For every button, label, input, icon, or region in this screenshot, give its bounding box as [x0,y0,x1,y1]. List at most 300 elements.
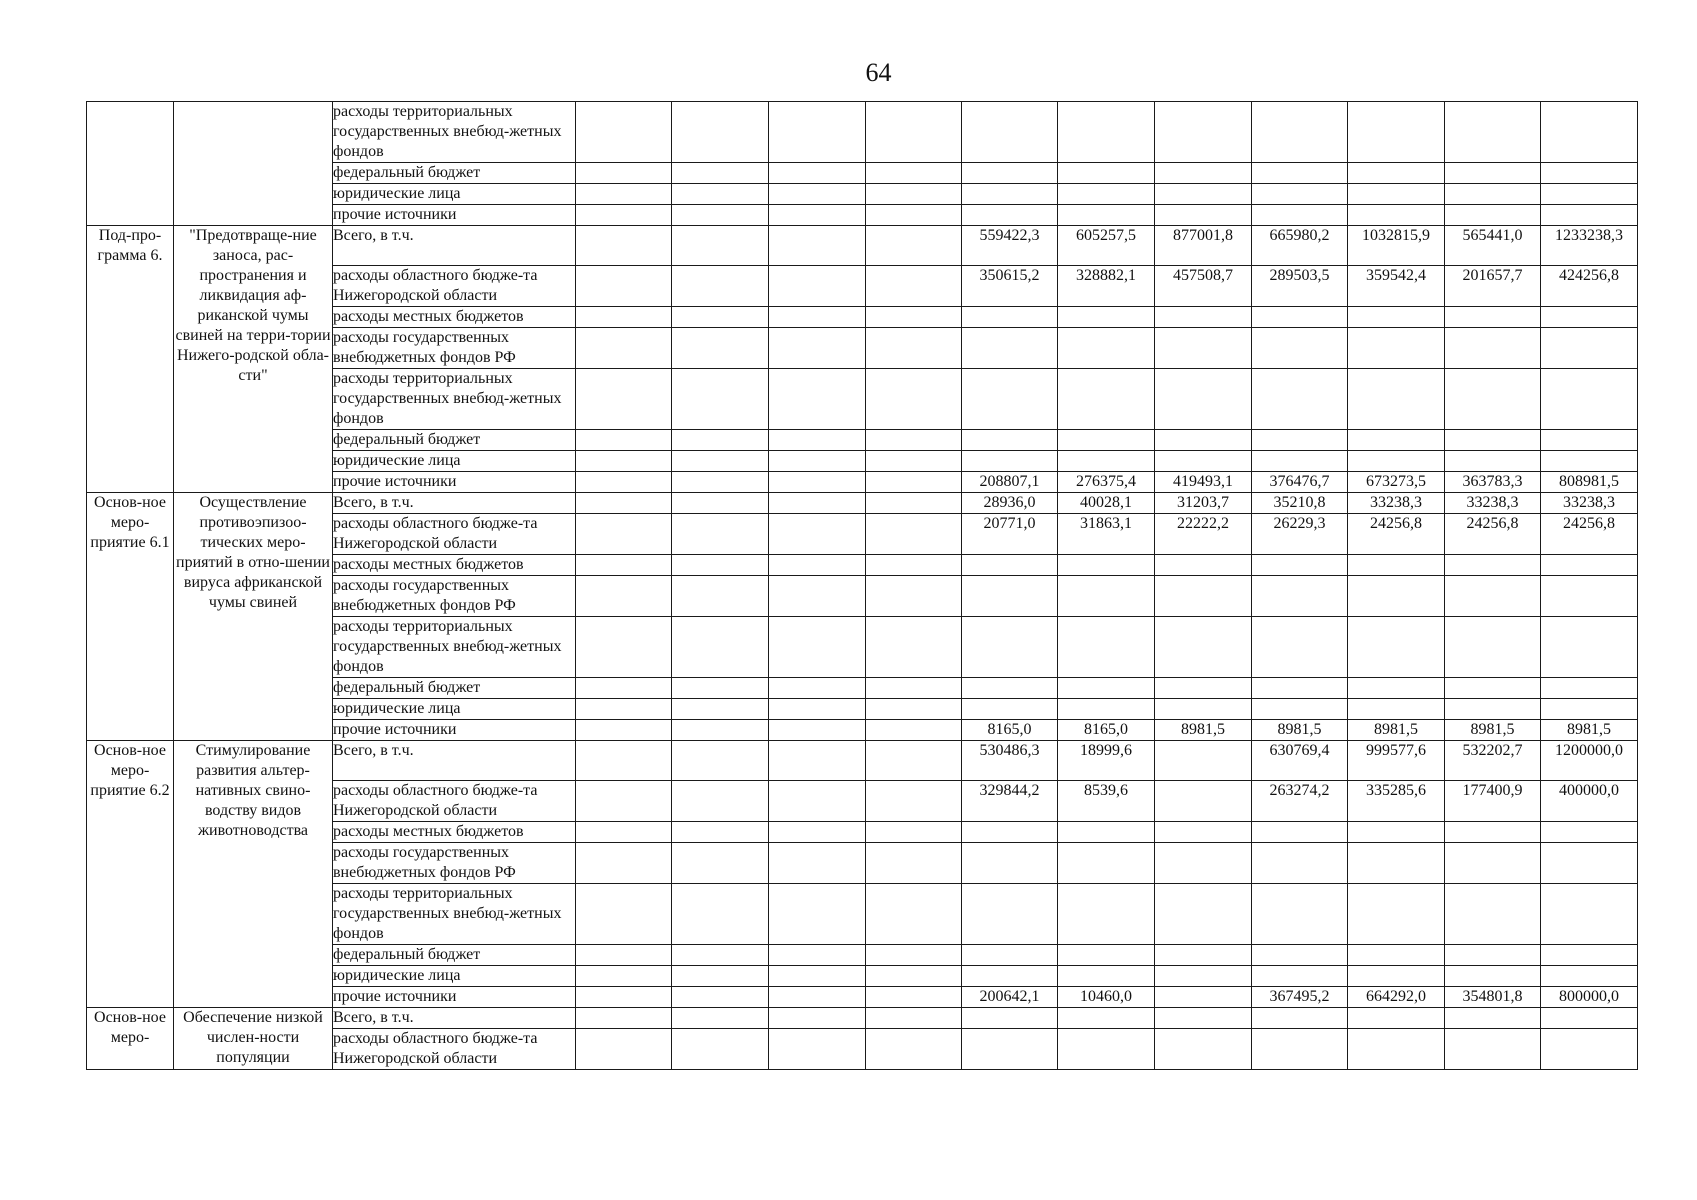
funding-source-cell: расходы территориальных государственных внебюд-жетных фондов [333,617,576,678]
value-cell: 33238,3 [1348,493,1445,514]
value-cell: 1032815,9 [1348,226,1445,266]
value-cell [672,163,769,184]
value-cell [672,205,769,226]
value-cell [1155,1008,1252,1029]
value-cell [576,884,672,945]
value-cell [1445,945,1541,966]
funding-source-cell: Всего, в т.ч. [333,1008,576,1029]
value-cell [769,163,866,184]
value-cell [1155,328,1252,369]
value-cell: 276375,4 [1058,472,1155,493]
value-cell [1445,1029,1541,1070]
funding-source-cell: расходы областного бюдже-та Нижегородской области [333,781,576,822]
value-cell [672,781,769,822]
value-cell [672,822,769,843]
value-cell [769,555,866,576]
value-cell [866,822,962,843]
value-cell [769,987,866,1008]
value-cell [1541,884,1638,945]
value-cell [1541,369,1638,430]
value-cell: 630769,4 [1252,741,1348,781]
funding-source-cell: расходы государственных внебюджетных фондов РФ [333,843,576,884]
value-cell: 18999,6 [1058,741,1155,781]
value-cell [1541,822,1638,843]
value-cell [1058,430,1155,451]
value-cell [769,884,866,945]
funding-source-cell: Всего, в т.ч. [333,226,576,266]
value-cell [672,102,769,163]
value-cell [866,369,962,430]
value-cell [1155,678,1252,699]
value-cell [1058,369,1155,430]
value-cell [962,451,1058,472]
value-cell [1348,328,1445,369]
value-cell [769,514,866,555]
table-row [87,493,1638,514]
value-cell [1155,163,1252,184]
value-cell: 20771,0 [962,514,1058,555]
program-code-cell: Основ-ное меро-приятие 6.2 [87,741,174,1008]
value-cell [1348,205,1445,226]
value-cell [866,1029,962,1070]
value-cell [1348,884,1445,945]
value-cell [866,328,962,369]
value-cell [576,822,672,843]
value-cell [866,843,962,884]
program-name-cell [174,102,333,226]
value-cell: 328882,1 [1058,266,1155,307]
value-cell [672,266,769,307]
value-cell [1058,163,1155,184]
value-cell [1348,369,1445,430]
value-cell [576,472,672,493]
value-cell: 8981,5 [1348,720,1445,741]
funding-source-cell: расходы областного бюдже-та Нижегородской области [333,266,576,307]
value-cell [866,555,962,576]
funding-source-cell: расходы местных бюджетов [333,307,576,328]
value-cell [1252,328,1348,369]
value-cell [576,369,672,430]
value-cell: 376476,7 [1252,472,1348,493]
value-cell [672,184,769,205]
value-cell [769,266,866,307]
value-cell [866,884,962,945]
value-cell [1155,781,1252,822]
value-cell [576,576,672,617]
value-cell [576,699,672,720]
value-cell [962,430,1058,451]
value-cell [1252,699,1348,720]
value-cell [672,226,769,266]
value-cell [1541,430,1638,451]
value-cell: 419493,1 [1155,472,1252,493]
value-cell [866,781,962,822]
value-cell: 33238,3 [1541,493,1638,514]
value-cell [1541,102,1638,163]
value-cell [672,720,769,741]
value-cell [672,430,769,451]
value-cell [866,987,962,1008]
value-cell: 24256,8 [1348,514,1445,555]
value-cell [1252,678,1348,699]
funding-source-cell: расходы областного бюдже-та Нижегородской области [333,1029,576,1070]
value-cell [1155,617,1252,678]
value-cell [1058,945,1155,966]
table-row [87,102,1638,163]
funding-source-cell: расходы местных бюджетов [333,822,576,843]
funding-source-cell: юридические лица [333,451,576,472]
value-cell: 33238,3 [1445,493,1541,514]
value-cell [1252,555,1348,576]
value-cell [1252,576,1348,617]
value-cell [1445,328,1541,369]
value-cell [866,966,962,987]
value-cell [1058,678,1155,699]
value-cell: 24256,8 [1445,514,1541,555]
value-cell [1252,307,1348,328]
value-cell [769,102,866,163]
value-cell [1155,307,1252,328]
value-cell [866,576,962,617]
value-cell [576,945,672,966]
value-cell [1155,102,1252,163]
value-cell [1155,966,1252,987]
value-cell [1541,1008,1638,1029]
value-cell [866,514,962,555]
value-cell [1445,678,1541,699]
funding-source-cell: федеральный бюджет [333,430,576,451]
value-cell [576,328,672,369]
value-cell [576,1008,672,1029]
value-cell [1541,1029,1638,1070]
value-cell [1445,205,1541,226]
value-cell [769,472,866,493]
program-code-cell: Основ-ное меро- [87,1008,174,1070]
value-cell: 177400,9 [1445,781,1541,822]
value-cell [1058,328,1155,369]
value-cell [576,493,672,514]
value-cell: 559422,3 [962,226,1058,266]
value-cell [962,184,1058,205]
value-cell [1445,369,1541,430]
value-cell [962,617,1058,678]
funding-source-cell: юридические лица [333,966,576,987]
value-cell [962,205,1058,226]
value-cell [769,966,866,987]
value-cell [769,430,866,451]
value-cell [866,678,962,699]
value-cell: 208807,1 [962,472,1058,493]
value-cell: 565441,0 [1445,226,1541,266]
value-cell [866,163,962,184]
value-cell [1445,843,1541,884]
value-cell: 26229,3 [1252,514,1348,555]
value-cell: 8981,5 [1155,720,1252,741]
value-cell: 35210,8 [1252,493,1348,514]
value-cell [1445,163,1541,184]
value-cell: 8981,5 [1445,720,1541,741]
value-cell [866,307,962,328]
value-cell [576,307,672,328]
value-cell: 665980,2 [1252,226,1348,266]
value-cell [1252,884,1348,945]
value-cell [1348,678,1445,699]
value-cell [1541,163,1638,184]
value-cell [576,555,672,576]
value-cell: 363783,3 [1445,472,1541,493]
value-cell: 457508,7 [1155,266,1252,307]
value-cell [866,184,962,205]
value-cell [1348,617,1445,678]
funding-source-cell: Всего, в т.ч. [333,741,576,781]
value-cell [1445,307,1541,328]
value-cell [672,493,769,514]
value-cell [866,741,962,781]
value-cell [866,1008,962,1029]
value-cell [1058,966,1155,987]
value-cell: 999577,6 [1348,741,1445,781]
value-cell: 530486,3 [962,741,1058,781]
value-cell [962,945,1058,966]
value-cell [1058,307,1155,328]
funding-source-cell: расходы территориальных государственных внебюд-жетных фондов [333,102,576,163]
value-cell [1155,555,1252,576]
value-cell [769,576,866,617]
program-code-cell: Под-про-грамма 6. [87,226,174,493]
value-cell [1155,576,1252,617]
value-cell: 10460,0 [1058,987,1155,1008]
value-cell [1445,184,1541,205]
value-cell [576,720,672,741]
value-cell [866,472,962,493]
value-cell [1348,555,1445,576]
value-cell [962,1008,1058,1029]
value-cell [672,576,769,617]
value-cell [1155,451,1252,472]
value-cell [576,617,672,678]
value-cell [866,226,962,266]
value-cell [1058,1029,1155,1070]
value-cell [1348,102,1445,163]
value-cell: 329844,2 [962,781,1058,822]
value-cell: 8981,5 [1252,720,1348,741]
value-cell [1541,576,1638,617]
program-code-cell: Основ-ное меро-приятие 6.1 [87,493,174,741]
value-cell: 1200000,0 [1541,741,1638,781]
value-cell: 22222,2 [1155,514,1252,555]
value-cell [1541,328,1638,369]
value-cell: 532202,7 [1445,741,1541,781]
funding-source-cell: юридические лица [333,699,576,720]
value-cell [1155,843,1252,884]
value-cell [576,1029,672,1070]
funding-source-cell: прочие источники [333,987,576,1008]
value-cell: 201657,7 [1445,266,1541,307]
value-cell [1155,369,1252,430]
value-cell: 1233238,3 [1541,226,1638,266]
value-cell [769,699,866,720]
value-cell [1058,184,1155,205]
value-cell [962,163,1058,184]
value-cell [962,884,1058,945]
value-cell [1348,184,1445,205]
value-cell [1348,945,1445,966]
value-cell [1348,966,1445,987]
value-cell [1541,205,1638,226]
value-cell [672,514,769,555]
value-cell [1445,1008,1541,1029]
value-cell [672,987,769,1008]
value-cell [1445,617,1541,678]
value-cell: 289503,5 [1252,266,1348,307]
value-cell [1155,430,1252,451]
value-cell [672,369,769,430]
value-cell [769,205,866,226]
value-cell [1541,945,1638,966]
value-cell [1058,1008,1155,1029]
value-cell: 24256,8 [1541,514,1638,555]
value-cell [1252,1008,1348,1029]
value-cell [1252,843,1348,884]
budget-table-body [87,102,1638,1070]
value-cell [1252,1029,1348,1070]
value-cell [1541,699,1638,720]
value-cell [576,514,672,555]
value-cell [1541,617,1638,678]
value-cell [672,699,769,720]
value-cell [1445,555,1541,576]
value-cell: 400000,0 [1541,781,1638,822]
value-cell [1252,430,1348,451]
value-cell [769,781,866,822]
value-cell [866,699,962,720]
value-cell: 8165,0 [962,720,1058,741]
value-cell: 31203,7 [1155,493,1252,514]
value-cell [1058,699,1155,720]
value-cell [672,741,769,781]
value-cell [672,307,769,328]
value-cell [866,945,962,966]
value-cell [1155,987,1252,1008]
value-cell [672,678,769,699]
value-cell [1155,184,1252,205]
value-cell [1155,741,1252,781]
budget-table [86,101,1638,1070]
value-cell [672,555,769,576]
value-cell [769,493,866,514]
funding-source-cell: расходы местных бюджетов [333,555,576,576]
value-cell [1252,451,1348,472]
value-cell: 263274,2 [1252,781,1348,822]
value-cell [576,451,672,472]
value-cell [962,369,1058,430]
value-cell [1445,430,1541,451]
funding-source-cell: федеральный бюджет [333,163,576,184]
value-cell [866,720,962,741]
value-cell [1058,555,1155,576]
funding-source-cell: прочие источники [333,720,576,741]
value-cell [1541,843,1638,884]
program-code-cell [87,102,174,226]
funding-source-cell: Всего, в т.ч. [333,493,576,514]
value-cell [866,451,962,472]
value-cell [962,966,1058,987]
value-cell: 8981,5 [1541,720,1638,741]
value-cell [769,843,866,884]
value-cell [1541,678,1638,699]
program-name-cell: Осуществление противоэпизоо-тических меро-приятий в отно-шении вируса африканской чумы свиней [174,493,333,741]
value-cell [1252,369,1348,430]
value-cell [1541,451,1638,472]
value-cell [769,741,866,781]
value-cell [962,678,1058,699]
value-cell [1445,822,1541,843]
value-cell [1155,822,1252,843]
funding-source-cell: расходы государственных внебюджетных фондов РФ [333,328,576,369]
funding-source-cell: расходы областного бюдже-та Нижегородской области [333,514,576,555]
value-cell [1348,822,1445,843]
value-cell [1058,843,1155,884]
value-cell: 28936,0 [962,493,1058,514]
value-cell [1058,205,1155,226]
value-cell [576,843,672,884]
value-cell [1348,451,1445,472]
value-cell [769,617,866,678]
value-cell [1445,884,1541,945]
value-cell [962,576,1058,617]
value-cell [866,205,962,226]
value-cell [1348,1029,1445,1070]
value-cell: 605257,5 [1058,226,1155,266]
value-cell: 350615,2 [962,266,1058,307]
value-cell [672,472,769,493]
value-cell [576,184,672,205]
value-cell: 877001,8 [1155,226,1252,266]
funding-source-cell: расходы государственных внебюджетных фондов РФ [333,576,576,617]
value-cell [672,884,769,945]
funding-source-cell: юридические лица [333,184,576,205]
value-cell: 40028,1 [1058,493,1155,514]
value-cell [1252,822,1348,843]
value-cell [1058,451,1155,472]
value-cell [576,741,672,781]
value-cell [1348,699,1445,720]
value-cell [1348,843,1445,884]
funding-source-cell: прочие источники [333,472,576,493]
value-cell [962,822,1058,843]
value-cell [1252,945,1348,966]
value-cell [672,617,769,678]
value-cell [1445,699,1541,720]
value-cell [1445,966,1541,987]
value-cell [962,699,1058,720]
table-row [87,741,1638,781]
value-cell [672,966,769,987]
value-cell [1348,163,1445,184]
value-cell [962,1029,1058,1070]
value-cell [1252,163,1348,184]
value-cell [672,1008,769,1029]
funding-source-cell: прочие источники [333,205,576,226]
value-cell [962,843,1058,884]
value-cell [1058,576,1155,617]
value-cell [1445,102,1541,163]
value-cell [1252,205,1348,226]
value-cell: 424256,8 [1541,266,1638,307]
value-cell [576,987,672,1008]
value-cell [576,205,672,226]
value-cell [576,678,672,699]
